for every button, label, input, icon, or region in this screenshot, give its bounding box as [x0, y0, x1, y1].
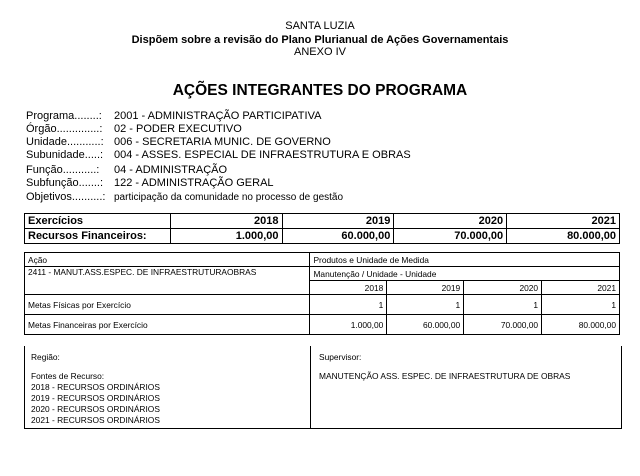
supervisor-label: Supervisor: — [319, 352, 362, 362]
meta-fisica-cell: 1 — [310, 295, 387, 315]
page-title: AÇÕES INTEGRANTES DO PROGRAMA — [172, 82, 468, 99]
table-row — [25, 315, 620, 335]
info-row-programa — [26, 110, 321, 123]
recursos-label: Recursos Financeiros: — [25, 229, 171, 244]
regiao-label: Região: — [31, 352, 60, 362]
fonte-item: 2020 - RECURSOS ORDINÁRIOS — [31, 404, 160, 414]
value-cell: 60.000,00 — [282, 229, 394, 244]
metas-financeiras-label: Metas Financeiras por Exercício — [25, 315, 310, 335]
produto-value: Manutenção / Unidade - Unidade — [310, 267, 620, 281]
meta-fisica-cell: 1 — [542, 295, 620, 315]
exercicios-label: Exercícios — [25, 214, 171, 229]
meta-fisica-cell: 1 — [464, 295, 542, 315]
info-label: Programa........: — [26, 110, 102, 122]
info-value: 004 - ASSES. ESPECIAL DE INFRAESTRUTURA E OBRAS — [114, 149, 411, 161]
info-value: 006 - SECRETARIA MUNIC. DE GOVERNO — [114, 136, 331, 148]
table-row — [25, 267, 620, 281]
year-cell: 2018 — [170, 214, 282, 229]
region-column — [25, 346, 311, 428]
fonte-item: 2021 - RECURSOS ORDINÁRIOS — [31, 415, 160, 425]
fontes-label: Fontes de Recurso: — [31, 371, 105, 381]
table-row — [25, 295, 620, 315]
info-label: Órgão..............: — [26, 123, 103, 135]
city-name: SANTA LUZIA — [285, 20, 355, 32]
metas-fisicas-label: Metas Físicas por Exercício — [25, 295, 310, 315]
table-row — [25, 253, 620, 267]
info-label: Unidade...........: — [26, 136, 104, 148]
acao-value: 2411 - MANUT.ASS.ESPEC. DE INFRAESTRUTURAOBRAS — [25, 267, 310, 295]
fonte-item: 2018 - RECURSOS ORDINÁRIOS — [31, 382, 160, 392]
year-cell: 2019 — [282, 214, 394, 229]
document-subtitle: Dispõem sobre a revisão do Plano Plurianual de Ações Governamentais — [131, 34, 509, 46]
info-row-subfuncao — [26, 177, 274, 190]
info-value: participação da comunidade no processo de gestão — [114, 192, 344, 203]
info-value: 2001 - ADMINISTRAÇÃO PARTICIPATIVA — [114, 110, 322, 122]
year-cell: 2020 — [464, 281, 542, 295]
fonte-item: 2019 - RECURSOS ORDINÁRIOS — [31, 393, 160, 403]
table-row — [25, 229, 620, 244]
year-cell: 2021 — [507, 214, 620, 229]
info-label: Subunidade.....: — [26, 149, 104, 161]
annex-label: ANEXO IV — [294, 46, 346, 58]
info-label: Subfunção.......: — [26, 177, 104, 189]
year-cell: 2019 — [387, 281, 464, 295]
year-cell: 2020 — [394, 214, 507, 229]
info-value: 04 - ADMINISTRAÇÃO — [114, 164, 228, 176]
info-value: 122 - ADMINISTRAÇÃO GERAL — [114, 177, 274, 189]
action-table — [24, 252, 620, 335]
value-cell: 1.000,00 — [170, 229, 282, 244]
meta-financeira-cell: 1.000,00 — [310, 315, 387, 335]
info-row-subunidade — [26, 149, 411, 162]
produtos-label: Produtos e Unidade de Medida — [310, 253, 620, 267]
year-cell: 2021 — [542, 281, 620, 295]
info-label: Objetivos..........: — [26, 191, 106, 203]
supervisor-value: MANUTENÇÃO ASS. ESPEC. DE INFRAESTRUTURA DE OBRAS — [319, 371, 571, 381]
value-cell: 70.000,00 — [394, 229, 507, 244]
info-row-objetivos — [26, 191, 343, 204]
meta-financeira-cell: 60.000,00 — [387, 315, 464, 335]
acao-label: Ação — [25, 253, 310, 267]
info-row-orgao — [26, 123, 242, 136]
info-label: Função...........: — [26, 164, 100, 176]
bottom-section — [24, 346, 622, 429]
table-row — [25, 214, 620, 229]
year-cell: 2018 — [310, 281, 387, 295]
meta-financeira-cell: 80.000,00 — [542, 315, 620, 335]
meta-financeira-cell: 70.000,00 — [464, 315, 542, 335]
financial-table — [24, 213, 620, 244]
info-value: 02 - PODER EXECUTIVO — [114, 123, 242, 135]
info-row-unidade — [26, 136, 331, 149]
value-cell: 80.000,00 — [507, 229, 620, 244]
supervisor-column — [311, 346, 621, 428]
meta-fisica-cell: 1 — [387, 295, 464, 315]
info-row-funcao — [26, 164, 227, 177]
